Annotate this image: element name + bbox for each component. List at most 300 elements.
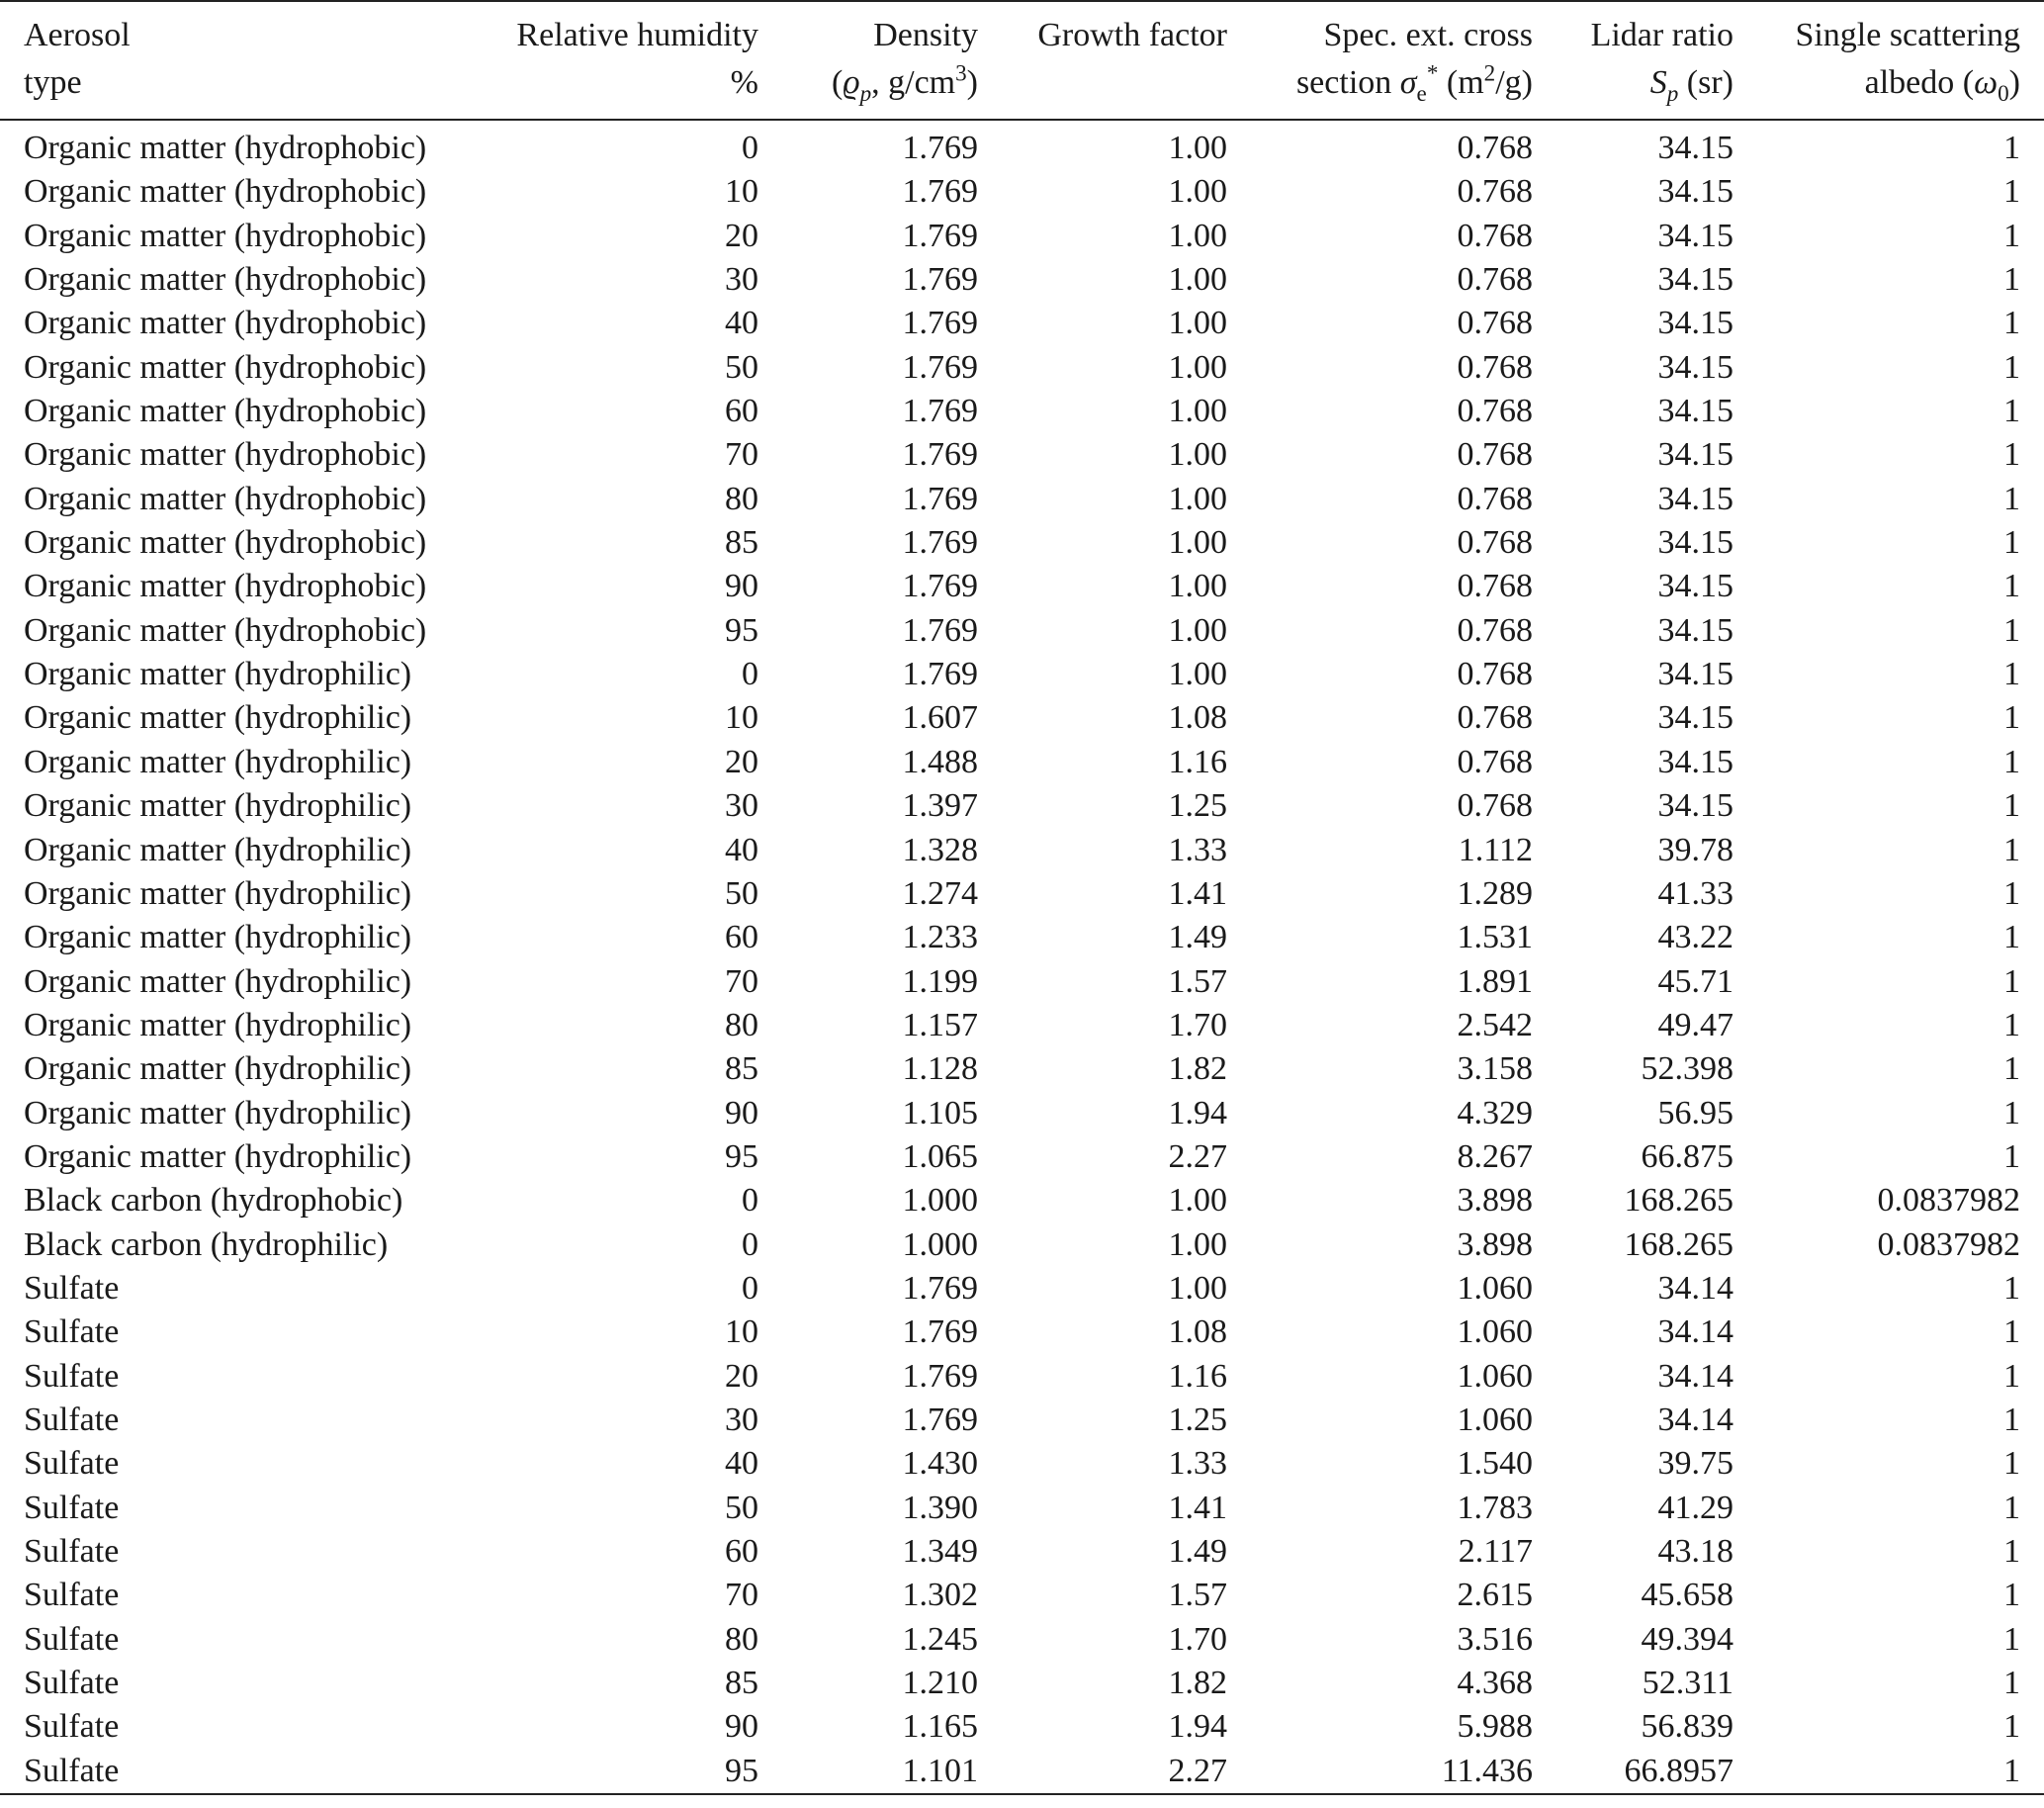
cell-aerosol-type: Organic matter (hydrophilic) bbox=[24, 787, 412, 825]
cell-aerosol-type: Organic matter (hydrophobic) bbox=[24, 305, 427, 342]
cell-growth-factor: 1.57 bbox=[1168, 1577, 1227, 1614]
header-growth-factor bbox=[978, 2, 1227, 120]
cell-relative-humidity: 10 bbox=[725, 699, 758, 737]
cell-spec-ext-cross-section: 3.898 bbox=[1457, 1225, 1533, 1263]
cell-growth-factor: 2.27 bbox=[1168, 1752, 1227, 1789]
table-row bbox=[0, 1487, 2044, 1530]
cell-spec-ext-cross-section: 0.768 bbox=[1457, 524, 1533, 562]
table-row bbox=[0, 916, 2044, 959]
cell-lidar-ratio: 34.15 bbox=[1657, 787, 1733, 825]
cell-relative-humidity: 95 bbox=[725, 1752, 758, 1789]
header-aerosol-type-line1: Aerosol bbox=[24, 17, 131, 53]
cell-lidar-ratio: 34.15 bbox=[1657, 611, 1733, 649]
cell-aerosol-type: Sulfate bbox=[24, 1269, 120, 1307]
cell-spec-ext-cross-section: 11.436 bbox=[1441, 1752, 1533, 1789]
table-row bbox=[0, 170, 2044, 214]
cell-growth-factor: 1.94 bbox=[1168, 1708, 1227, 1746]
table-row bbox=[0, 653, 2044, 696]
cell-spec-ext-cross-section: 0.768 bbox=[1457, 611, 1533, 649]
cell-single-scattering-albedo: 1 bbox=[2003, 1489, 2020, 1526]
cell-growth-factor: 1.82 bbox=[1168, 1665, 1227, 1702]
table-row bbox=[0, 872, 2044, 916]
header-spec-ext-cross-section bbox=[1227, 2, 1533, 120]
cell-aerosol-type: Sulfate bbox=[24, 1708, 120, 1746]
cell-spec-ext-cross-section: 0.768 bbox=[1457, 436, 1533, 474]
table-row bbox=[0, 1530, 2044, 1574]
cell-aerosol-type: Organic matter (hydrophobic) bbox=[24, 348, 427, 386]
cell-density: 1.065 bbox=[902, 1137, 978, 1175]
cell-growth-factor: 1.00 bbox=[1168, 261, 1227, 299]
cell-relative-humidity: 0 bbox=[742, 130, 758, 166]
table-row bbox=[0, 1705, 2044, 1749]
cell-aerosol-type: Sulfate bbox=[24, 1665, 120, 1702]
cell-relative-humidity: 0 bbox=[742, 1269, 758, 1307]
cell-lidar-ratio: 34.15 bbox=[1657, 173, 1733, 211]
cell-single-scattering-albedo: 1 bbox=[2003, 217, 2020, 254]
table-row bbox=[0, 521, 2044, 565]
table-row bbox=[0, 1399, 2044, 1442]
cell-growth-factor: 1.25 bbox=[1168, 1401, 1227, 1438]
cell-lidar-ratio: 34.15 bbox=[1657, 393, 1733, 430]
cell-lidar-ratio: 43.22 bbox=[1657, 919, 1733, 956]
cell-relative-humidity: 95 bbox=[725, 1137, 758, 1175]
cell-single-scattering-albedo: 1 bbox=[2003, 919, 2020, 956]
table-row bbox=[0, 1179, 2044, 1222]
cell-relative-humidity: 90 bbox=[725, 568, 758, 605]
cell-single-scattering-albedo: 1 bbox=[2003, 962, 2020, 1000]
table-body bbox=[0, 120, 2044, 1794]
cell-growth-factor: 1.16 bbox=[1168, 1357, 1227, 1395]
cell-lidar-ratio: 49.394 bbox=[1641, 1620, 1733, 1658]
cell-density: 1.769 bbox=[902, 611, 978, 649]
table-row bbox=[0, 1004, 2044, 1047]
cell-spec-ext-cross-section: 1.289 bbox=[1457, 874, 1533, 912]
cell-aerosol-type: Organic matter (hydrophilic) bbox=[24, 743, 412, 780]
table-row bbox=[0, 741, 2044, 784]
cell-aerosol-type: Organic matter (hydrophilic) bbox=[24, 1137, 412, 1175]
cell-single-scattering-albedo: 1 bbox=[2003, 1665, 2020, 1702]
header-single-scattering-albedo bbox=[1733, 2, 2044, 120]
table-row bbox=[0, 1267, 2044, 1311]
table-row bbox=[0, 1442, 2044, 1486]
cell-growth-factor: 1.49 bbox=[1168, 1533, 1227, 1570]
cell-density: 1.769 bbox=[902, 568, 978, 605]
cell-relative-humidity: 60 bbox=[725, 393, 758, 430]
cell-spec-ext-cross-section: 2.615 bbox=[1457, 1577, 1533, 1614]
header-spec-pre: section bbox=[1295, 64, 1400, 101]
cell-relative-humidity: 0 bbox=[742, 1225, 758, 1263]
cell-spec-ext-cross-section: 0.768 bbox=[1457, 348, 1533, 386]
cell-aerosol-type: Sulfate bbox=[24, 1401, 120, 1438]
cell-spec-ext-cross-section: 1.060 bbox=[1457, 1357, 1533, 1395]
cell-aerosol-type: Sulfate bbox=[24, 1313, 120, 1351]
cell-single-scattering-albedo: 1 bbox=[2003, 480, 2020, 517]
cell-growth-factor: 1.00 bbox=[1168, 305, 1227, 342]
cell-density: 1.769 bbox=[902, 173, 978, 211]
table-row bbox=[0, 784, 2044, 828]
cell-relative-humidity: 80 bbox=[725, 480, 758, 517]
table-row bbox=[0, 829, 2044, 872]
cell-growth-factor: 1.00 bbox=[1168, 173, 1227, 211]
cell-spec-ext-cross-section: 1.060 bbox=[1457, 1401, 1533, 1438]
cell-density: 1.165 bbox=[902, 1708, 978, 1746]
cell-aerosol-type: Black carbon (hydrophilic) bbox=[24, 1225, 389, 1263]
cell-single-scattering-albedo: 1 bbox=[2003, 1620, 2020, 1658]
cell-single-scattering-albedo: 1 bbox=[2003, 1445, 2020, 1483]
cell-aerosol-type: Sulfate bbox=[24, 1445, 120, 1483]
cell-density: 1.397 bbox=[902, 787, 978, 825]
cell-growth-factor: 1.00 bbox=[1168, 436, 1227, 474]
cell-aerosol-type: Organic matter (hydrophobic) bbox=[24, 524, 427, 562]
cell-single-scattering-albedo: 1 bbox=[2003, 1050, 2020, 1088]
header-lidar-sub: p bbox=[1666, 80, 1679, 107]
cell-density: 1.488 bbox=[902, 743, 978, 780]
cell-relative-humidity: 85 bbox=[725, 1665, 758, 1702]
cell-spec-ext-cross-section: 4.329 bbox=[1457, 1094, 1533, 1131]
table-row bbox=[0, 302, 2044, 345]
cell-aerosol-type: Organic matter (hydrophobic) bbox=[24, 393, 427, 430]
cell-lidar-ratio: 41.33 bbox=[1657, 874, 1733, 912]
cell-density: 1.769 bbox=[902, 348, 978, 386]
cell-lidar-ratio: 34.15 bbox=[1657, 305, 1733, 342]
cell-density: 1.769 bbox=[902, 1401, 978, 1438]
cell-relative-humidity: 60 bbox=[725, 1533, 758, 1570]
header-relative-humidity bbox=[485, 2, 758, 120]
cell-aerosol-type: Organic matter (hydrophilic) bbox=[24, 831, 412, 868]
cell-spec-ext-cross-section: 4.368 bbox=[1457, 1665, 1533, 1702]
table-row bbox=[0, 120, 2044, 170]
cell-single-scattering-albedo: 1 bbox=[2003, 261, 2020, 299]
header-density-sup: 3 bbox=[955, 60, 967, 87]
cell-single-scattering-albedo: 1 bbox=[2003, 1357, 2020, 1395]
cell-spec-ext-cross-section: 0.768 bbox=[1457, 656, 1533, 693]
cell-aerosol-type: Organic matter (hydrophobic) bbox=[24, 217, 427, 254]
cell-aerosol-type: Organic matter (hydrophobic) bbox=[24, 173, 427, 211]
table-row bbox=[0, 1355, 2044, 1399]
header-lidar-line1: Lidar ratio bbox=[1590, 17, 1733, 53]
cell-single-scattering-albedo: 1 bbox=[2003, 173, 2020, 211]
cell-spec-ext-cross-section: 0.768 bbox=[1457, 130, 1533, 166]
cell-spec-ext-cross-section: 2.542 bbox=[1457, 1006, 1533, 1043]
cell-spec-ext-cross-section: 1.783 bbox=[1457, 1489, 1533, 1526]
cell-single-scattering-albedo: 1 bbox=[2003, 1752, 2020, 1789]
cell-spec-ext-cross-section: 0.768 bbox=[1457, 699, 1533, 737]
cell-growth-factor: 1.00 bbox=[1168, 568, 1227, 605]
cell-lidar-ratio: 168.265 bbox=[1624, 1225, 1733, 1263]
cell-relative-humidity: 20 bbox=[725, 217, 758, 254]
cell-lidar-ratio: 39.75 bbox=[1657, 1445, 1733, 1483]
cell-lidar-ratio: 56.95 bbox=[1657, 1094, 1733, 1131]
cell-spec-ext-cross-section: 2.117 bbox=[1458, 1533, 1533, 1570]
cell-lidar-ratio: 66.8957 bbox=[1624, 1752, 1733, 1789]
cell-density: 1.302 bbox=[902, 1577, 978, 1614]
table-row bbox=[0, 433, 2044, 477]
header-density bbox=[758, 2, 978, 120]
cell-relative-humidity: 20 bbox=[725, 1357, 758, 1395]
cell-growth-factor: 1.00 bbox=[1168, 480, 1227, 517]
cell-lidar-ratio: 34.15 bbox=[1657, 699, 1733, 737]
cell-relative-humidity: 40 bbox=[725, 305, 758, 342]
cell-single-scattering-albedo: 1 bbox=[2003, 348, 2020, 386]
cell-growth-factor: 1.00 bbox=[1168, 611, 1227, 649]
cell-relative-humidity: 30 bbox=[725, 261, 758, 299]
cell-relative-humidity: 50 bbox=[725, 1489, 758, 1526]
table-row bbox=[0, 258, 2044, 302]
header-ssa-omega: ω bbox=[1974, 64, 1999, 101]
cell-aerosol-type: Organic matter (hydrophobic) bbox=[24, 261, 427, 299]
cell-single-scattering-albedo: 1 bbox=[2003, 1708, 2020, 1746]
cell-single-scattering-albedo: 1 bbox=[2003, 1401, 2020, 1438]
cell-density: 1.769 bbox=[902, 480, 978, 517]
header-lidar-S: S bbox=[1649, 64, 1667, 101]
header-ssa-line1: Single scattering bbox=[1795, 17, 2020, 53]
cell-density: 1.274 bbox=[902, 874, 978, 912]
cell-aerosol-type: Sulfate bbox=[24, 1489, 120, 1526]
table-row bbox=[0, 215, 2044, 258]
cell-relative-humidity: 40 bbox=[725, 1445, 758, 1483]
cell-growth-factor: 1.00 bbox=[1168, 1182, 1227, 1220]
cell-density: 1.328 bbox=[902, 831, 978, 868]
cell-growth-factor: 1.00 bbox=[1168, 1269, 1227, 1307]
cell-relative-humidity: 30 bbox=[725, 1401, 758, 1438]
cell-density: 1.769 bbox=[902, 524, 978, 562]
cell-density: 1.769 bbox=[902, 1357, 978, 1395]
cell-growth-factor: 1.94 bbox=[1168, 1094, 1227, 1131]
table-row bbox=[0, 346, 2044, 390]
cell-relative-humidity: 95 bbox=[725, 611, 758, 649]
cell-lidar-ratio: 34.15 bbox=[1657, 348, 1733, 386]
cell-growth-factor: 1.00 bbox=[1168, 130, 1227, 166]
cell-single-scattering-albedo: 1 bbox=[2003, 743, 2020, 780]
cell-relative-humidity: 60 bbox=[725, 919, 758, 956]
table-row bbox=[0, 565, 2044, 608]
cell-single-scattering-albedo: 1 bbox=[2003, 787, 2020, 825]
cell-single-scattering-albedo: 1 bbox=[2003, 305, 2020, 342]
cell-single-scattering-albedo: 1 bbox=[2003, 393, 2020, 430]
header-spec-line1: Spec. ext. cross bbox=[1323, 17, 1533, 53]
table-row bbox=[0, 609, 2044, 653]
cell-growth-factor: 1.00 bbox=[1168, 656, 1227, 693]
cell-spec-ext-cross-section: 3.516 bbox=[1457, 1620, 1533, 1658]
cell-density: 1.769 bbox=[902, 393, 978, 430]
cell-spec-ext-cross-section: 5.988 bbox=[1457, 1708, 1533, 1746]
cell-density: 1.128 bbox=[902, 1050, 978, 1088]
cell-lidar-ratio: 49.47 bbox=[1657, 1006, 1733, 1043]
header-ssa-close: ) bbox=[2008, 64, 2020, 101]
table-row bbox=[0, 1618, 2044, 1662]
cell-relative-humidity: 90 bbox=[725, 1708, 758, 1746]
cell-relative-humidity: 20 bbox=[725, 743, 758, 780]
cell-density: 1.769 bbox=[902, 305, 978, 342]
cell-density: 1.769 bbox=[902, 436, 978, 474]
cell-aerosol-type: Sulfate bbox=[24, 1620, 120, 1658]
cell-relative-humidity: 90 bbox=[725, 1094, 758, 1131]
cell-aerosol-type: Organic matter (hydrophilic) bbox=[24, 919, 412, 956]
header-density-close: ) bbox=[966, 64, 978, 101]
cell-spec-ext-cross-section: 1.891 bbox=[1457, 962, 1533, 1000]
cell-aerosol-type: Organic matter (hydrophilic) bbox=[24, 874, 412, 912]
cell-aerosol-type: Sulfate bbox=[24, 1357, 120, 1395]
cell-aerosol-type: Sulfate bbox=[24, 1577, 120, 1614]
cell-relative-humidity: 80 bbox=[725, 1006, 758, 1043]
table-row bbox=[0, 1311, 2044, 1354]
table-row bbox=[0, 1092, 2044, 1135]
cell-spec-ext-cross-section: 0.768 bbox=[1457, 480, 1533, 517]
cell-growth-factor: 1.00 bbox=[1168, 217, 1227, 254]
cell-spec-ext-cross-section: 0.768 bbox=[1457, 261, 1533, 299]
cell-aerosol-type: Sulfate bbox=[24, 1533, 120, 1570]
cell-growth-factor: 1.00 bbox=[1168, 393, 1227, 430]
cell-lidar-ratio: 34.15 bbox=[1657, 568, 1733, 605]
cell-growth-factor: 2.27 bbox=[1168, 1137, 1227, 1175]
cell-lidar-ratio: 34.14 bbox=[1657, 1401, 1733, 1438]
cell-lidar-ratio: 34.15 bbox=[1657, 261, 1733, 299]
cell-single-scattering-albedo: 1 bbox=[2003, 130, 2020, 166]
cell-single-scattering-albedo: 1 bbox=[2003, 656, 2020, 693]
cell-single-scattering-albedo: 0.0837982 bbox=[1877, 1225, 2020, 1263]
cell-growth-factor: 1.25 bbox=[1168, 787, 1227, 825]
cell-single-scattering-albedo: 1 bbox=[2003, 1533, 2020, 1570]
cell-aerosol-type: Organic matter (hydrophilic) bbox=[24, 656, 412, 693]
table-row bbox=[0, 1223, 2044, 1267]
table-row bbox=[0, 1047, 2044, 1091]
cell-aerosol-type: Organic matter (hydrophilic) bbox=[24, 699, 412, 737]
cell-aerosol-type: Organic matter (hydrophilic) bbox=[24, 1094, 412, 1131]
cell-density: 1.769 bbox=[902, 217, 978, 254]
cell-aerosol-type: Organic matter (hydrophobic) bbox=[24, 611, 427, 649]
cell-growth-factor: 1.00 bbox=[1168, 1225, 1227, 1263]
table-row bbox=[0, 1750, 2044, 1794]
header-density-rho: ϱ bbox=[843, 64, 860, 101]
cell-lidar-ratio: 34.14 bbox=[1657, 1313, 1733, 1351]
cell-relative-humidity: 80 bbox=[725, 1620, 758, 1658]
cell-spec-ext-cross-section: 3.898 bbox=[1457, 1182, 1533, 1220]
cell-aerosol-type: Organic matter (hydrophilic) bbox=[24, 1006, 412, 1043]
cell-aerosol-type: Organic matter (hydrophobic) bbox=[24, 436, 427, 474]
cell-density: 1.430 bbox=[902, 1445, 978, 1483]
cell-aerosol-type: Black carbon (hydrophobic) bbox=[24, 1182, 403, 1220]
table-row bbox=[0, 960, 2044, 1004]
cell-density: 1.607 bbox=[902, 699, 978, 737]
cell-growth-factor: 1.00 bbox=[1168, 524, 1227, 562]
cell-relative-humidity: 50 bbox=[725, 348, 758, 386]
cell-density: 1.233 bbox=[902, 919, 978, 956]
cell-spec-ext-cross-section: 0.768 bbox=[1457, 305, 1533, 342]
table-row bbox=[0, 1662, 2044, 1705]
cell-aerosol-type: Organic matter (hydrophilic) bbox=[24, 1050, 412, 1088]
cell-growth-factor: 1.70 bbox=[1168, 1620, 1227, 1658]
cell-lidar-ratio: 41.29 bbox=[1657, 1489, 1733, 1526]
header-row bbox=[0, 2, 2044, 120]
cell-relative-humidity: 0 bbox=[742, 1182, 758, 1220]
cell-spec-ext-cross-section: 1.060 bbox=[1457, 1269, 1533, 1307]
cell-spec-ext-cross-section: 8.267 bbox=[1457, 1137, 1533, 1175]
cell-spec-ext-cross-section: 0.768 bbox=[1457, 217, 1533, 254]
header-spec-units-close: /g) bbox=[1495, 64, 1533, 101]
cell-density: 1.101 bbox=[902, 1752, 978, 1789]
cell-spec-ext-cross-section: 0.768 bbox=[1457, 568, 1533, 605]
cell-single-scattering-albedo: 1 bbox=[2003, 1094, 2020, 1131]
cell-growth-factor: 1.00 bbox=[1168, 348, 1227, 386]
cell-density: 1.769 bbox=[902, 261, 978, 299]
cell-relative-humidity: 70 bbox=[725, 436, 758, 474]
header-aerosol-type bbox=[0, 2, 485, 120]
header-lidar-ratio bbox=[1533, 2, 1733, 120]
cell-lidar-ratio: 34.15 bbox=[1657, 480, 1733, 517]
header-lidar-units: (sr) bbox=[1678, 64, 1733, 101]
cell-relative-humidity: 40 bbox=[725, 831, 758, 868]
cell-single-scattering-albedo: 1 bbox=[2003, 568, 2020, 605]
cell-spec-ext-cross-section: 1.540 bbox=[1457, 1445, 1533, 1483]
cell-density: 1.769 bbox=[902, 1269, 978, 1307]
cell-spec-ext-cross-section: 1.112 bbox=[1458, 831, 1533, 868]
cell-spec-ext-cross-section: 3.158 bbox=[1457, 1050, 1533, 1088]
cell-aerosol-type: Organic matter (hydrophobic) bbox=[24, 568, 427, 605]
cell-single-scattering-albedo: 1 bbox=[2003, 874, 2020, 912]
cell-lidar-ratio: 66.875 bbox=[1641, 1137, 1733, 1175]
cell-growth-factor: 1.82 bbox=[1168, 1050, 1227, 1088]
cell-growth-factor: 1.33 bbox=[1168, 1445, 1227, 1483]
cell-lidar-ratio: 34.15 bbox=[1657, 524, 1733, 562]
cell-lidar-ratio: 52.311 bbox=[1642, 1665, 1733, 1702]
cell-single-scattering-albedo: 1 bbox=[2003, 831, 2020, 868]
cell-single-scattering-albedo: 1 bbox=[2003, 611, 2020, 649]
cell-single-scattering-albedo: 1 bbox=[2003, 1137, 2020, 1175]
cell-aerosol-type: Sulfate bbox=[24, 1752, 120, 1789]
cell-density: 1.390 bbox=[902, 1489, 978, 1526]
cell-growth-factor: 1.70 bbox=[1168, 1006, 1227, 1043]
header-aerosol-type-line2: type bbox=[24, 64, 82, 101]
cell-single-scattering-albedo: 1 bbox=[2003, 699, 2020, 737]
table-row bbox=[0, 478, 2044, 521]
header-spec-sigma: σ bbox=[1399, 64, 1417, 101]
cell-growth-factor: 1.16 bbox=[1168, 743, 1227, 780]
cell-spec-ext-cross-section: 0.768 bbox=[1457, 743, 1533, 780]
cell-relative-humidity: 10 bbox=[725, 173, 758, 211]
cell-aerosol-type: Organic matter (hydrophobic) bbox=[24, 480, 427, 517]
cell-density: 1.769 bbox=[902, 1313, 978, 1351]
cell-lidar-ratio: 34.15 bbox=[1657, 743, 1733, 780]
cell-growth-factor: 1.33 bbox=[1168, 831, 1227, 868]
cell-single-scattering-albedo: 1 bbox=[2003, 1313, 2020, 1351]
cell-lidar-ratio: 34.15 bbox=[1657, 130, 1733, 166]
header-density-units: , g/cm bbox=[871, 64, 956, 101]
header-spec-units-sup: 2 bbox=[1483, 60, 1496, 87]
cell-aerosol-type: Organic matter (hydrophilic) bbox=[24, 962, 412, 1000]
cell-lidar-ratio: 39.78 bbox=[1657, 831, 1733, 868]
cell-density: 1.199 bbox=[902, 962, 978, 1000]
cell-spec-ext-cross-section: 0.768 bbox=[1457, 393, 1533, 430]
bottom-rule bbox=[0, 1794, 2044, 1795]
cell-growth-factor: 1.08 bbox=[1168, 699, 1227, 737]
cell-spec-ext-cross-section: 0.768 bbox=[1457, 787, 1533, 825]
cell-density: 1.000 bbox=[902, 1182, 978, 1220]
cell-growth-factor: 1.41 bbox=[1168, 874, 1227, 912]
table-row bbox=[0, 696, 2044, 740]
cell-lidar-ratio: 56.839 bbox=[1641, 1708, 1733, 1746]
cell-density: 1.210 bbox=[902, 1665, 978, 1702]
header-ssa-pre: albedo ( bbox=[1864, 64, 1975, 101]
cell-single-scattering-albedo: 1 bbox=[2003, 436, 2020, 474]
table-row bbox=[0, 1135, 2044, 1179]
cell-lidar-ratio: 34.15 bbox=[1657, 217, 1733, 254]
cell-density: 1.000 bbox=[902, 1225, 978, 1263]
cell-relative-humidity: 85 bbox=[725, 1050, 758, 1088]
cell-density: 1.349 bbox=[902, 1533, 978, 1570]
header-growth-factor-line1: Growth factor bbox=[1037, 17, 1227, 53]
cell-relative-humidity: 70 bbox=[725, 962, 758, 1000]
cell-single-scattering-albedo: 1 bbox=[2003, 1006, 2020, 1043]
